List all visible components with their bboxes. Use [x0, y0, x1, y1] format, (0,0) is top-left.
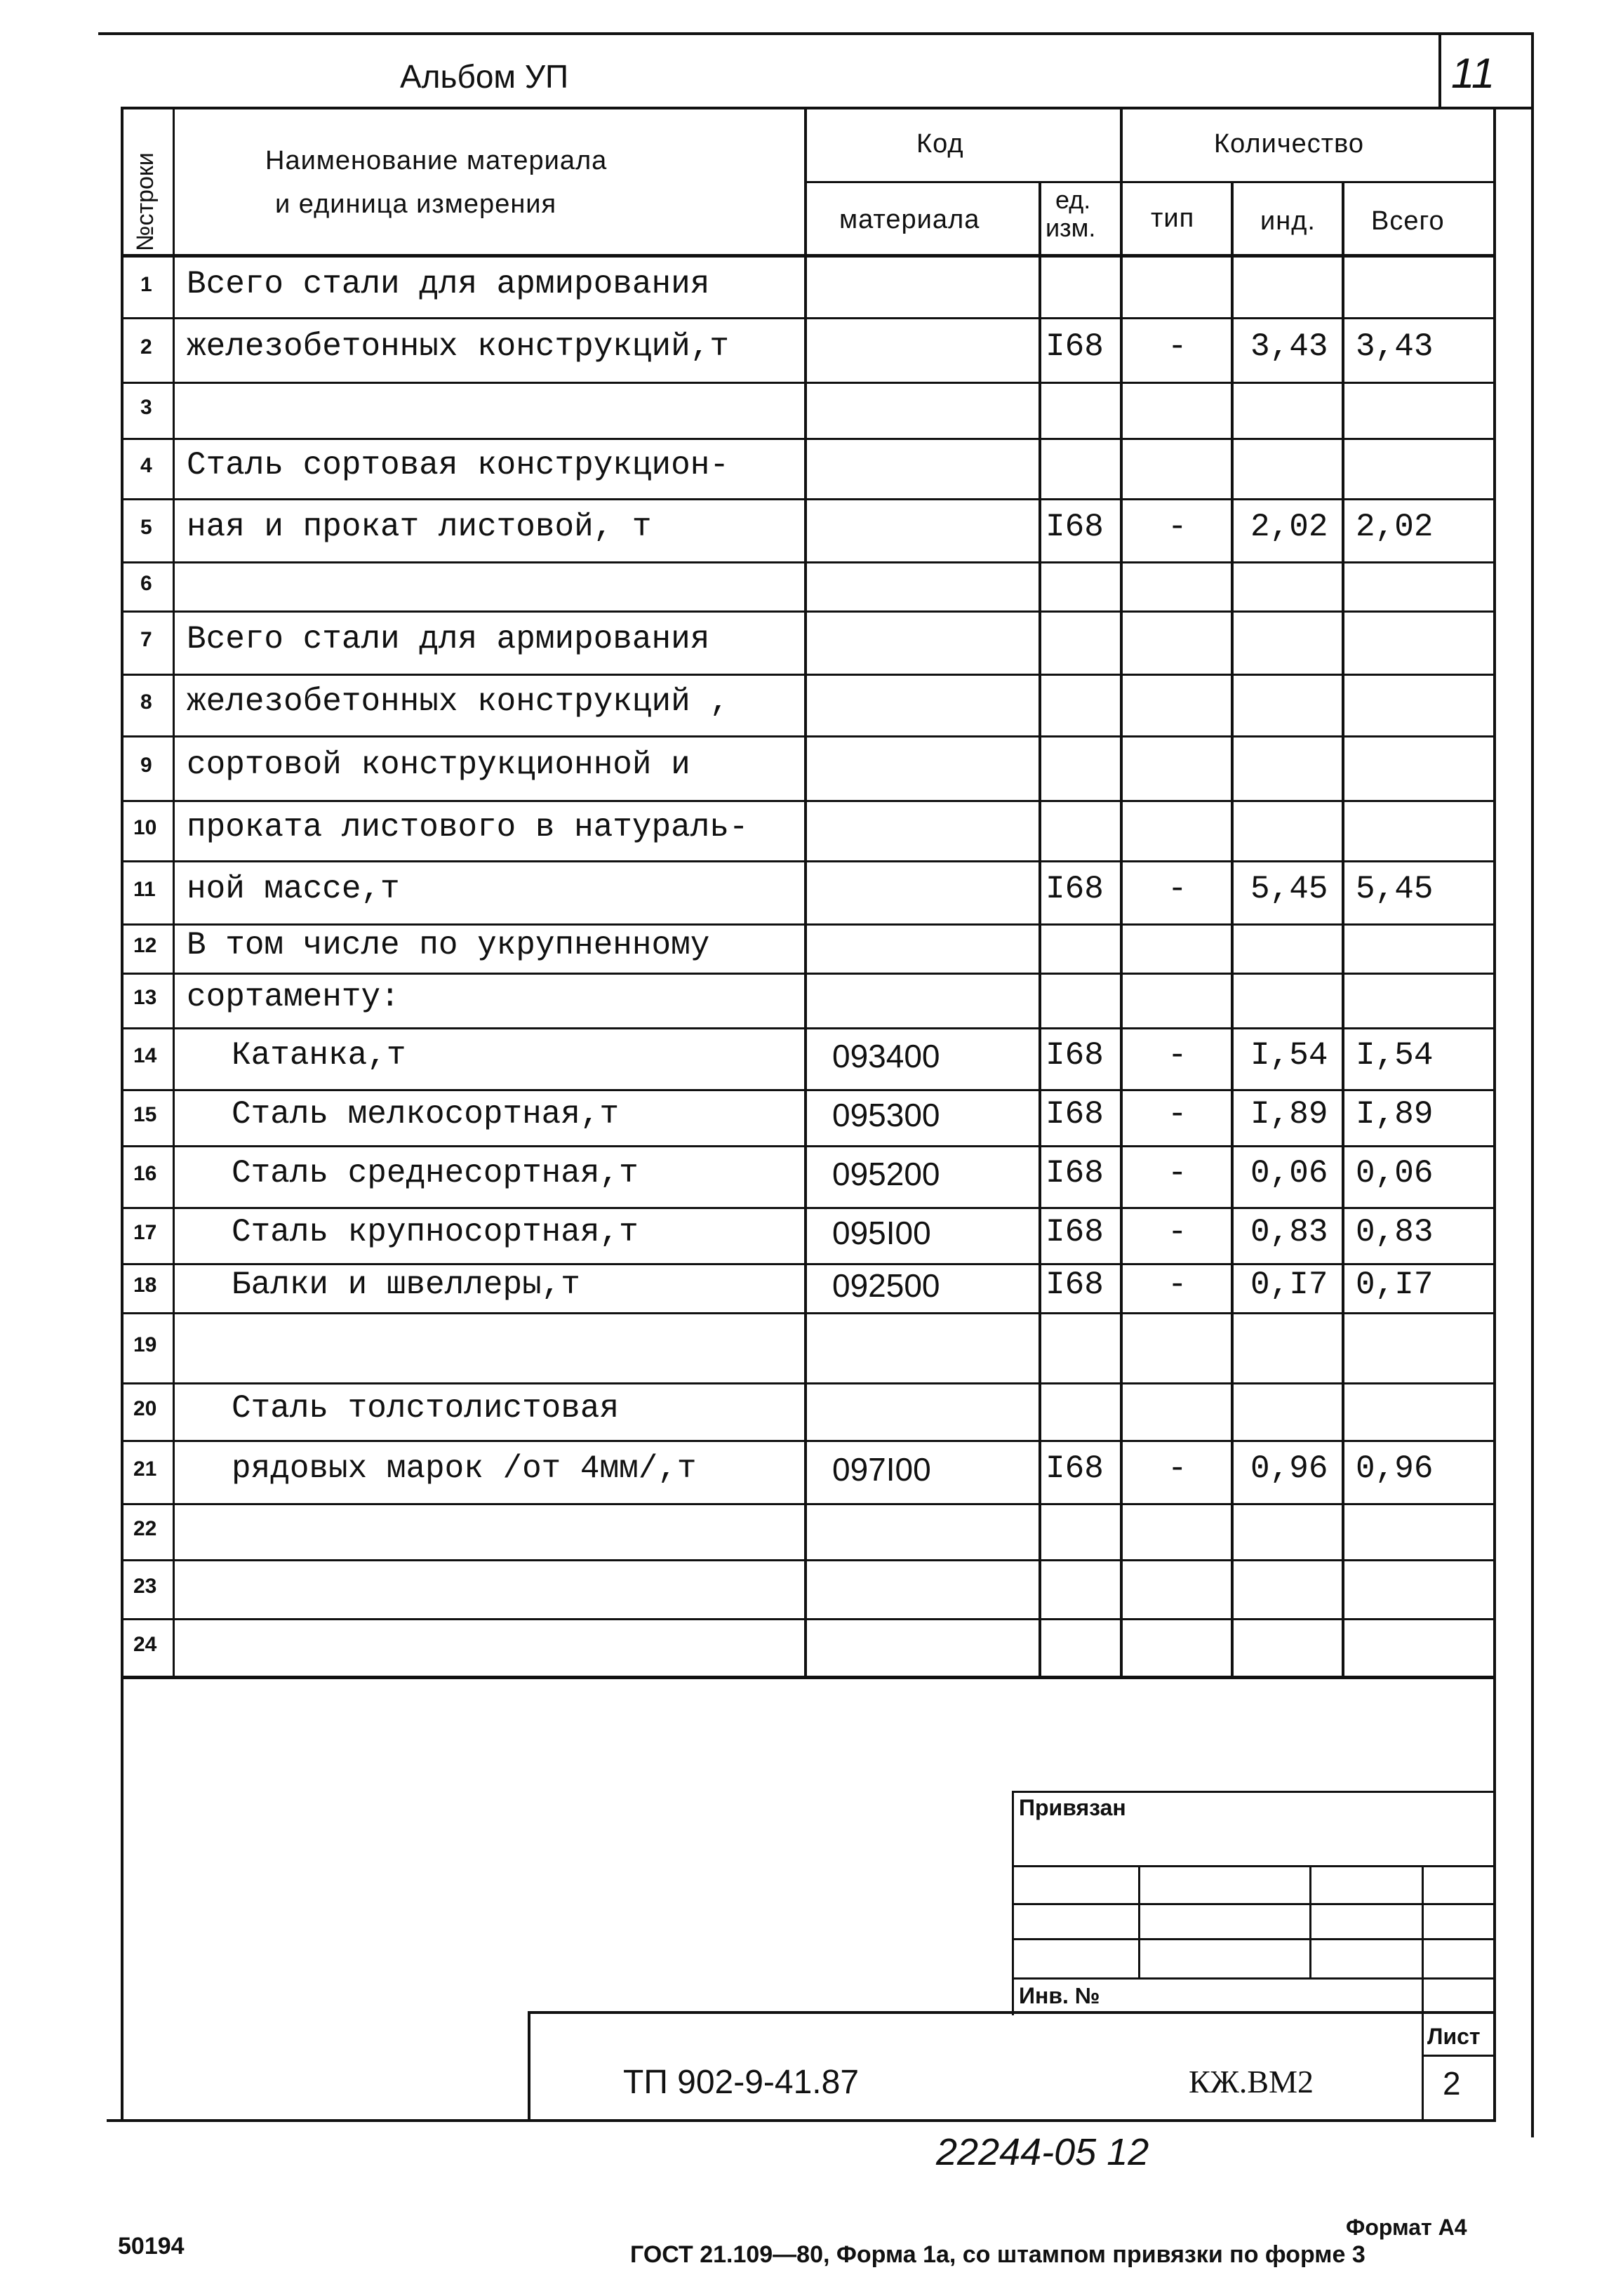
- cell-name: Сталь сортовая конструкцион-: [187, 447, 729, 483]
- stamp-box-top: [1012, 1791, 1496, 1793]
- cell-ind: 0,83: [1250, 1214, 1328, 1250]
- frame-right: [1531, 32, 1534, 2137]
- row-number: 23: [133, 1575, 157, 1598]
- row-separator: [121, 382, 1496, 384]
- header-type: тип: [1151, 203, 1195, 233]
- header-code: Код: [916, 129, 964, 159]
- frame-left: [121, 107, 123, 2121]
- row-number: 7: [140, 628, 152, 651]
- cell-unit: I68: [1046, 1450, 1104, 1487]
- header-row-number: №строки: [132, 152, 159, 251]
- row-number: 15: [133, 1103, 157, 1126]
- header-name-line2: и единица измерения: [275, 189, 557, 219]
- title-block-left: [528, 2011, 530, 2122]
- row-separator: [121, 1382, 1496, 1384]
- row-separator: [121, 438, 1496, 440]
- cell-ind: 2,02: [1250, 509, 1328, 545]
- cell-name: сортовой конструкционной и: [187, 747, 690, 783]
- row-separator: [121, 1312, 1496, 1314]
- row-number: 8: [140, 690, 152, 714]
- row-number: 2: [140, 335, 152, 359]
- footer-format: Формат А4: [1346, 2215, 1467, 2240]
- row-separator: [121, 923, 1496, 926]
- cell-unit: I68: [1046, 509, 1104, 545]
- cell-unit: I68: [1046, 871, 1104, 907]
- row-separator: [121, 317, 1496, 319]
- cell-type: -: [1168, 1037, 1187, 1074]
- row-number: 4: [140, 454, 152, 477]
- stamp-project: ТП 902-9-41.87: [623, 2064, 860, 2101]
- col-line-type: [1231, 181, 1234, 1676]
- row-separator: [121, 498, 1496, 500]
- header-quantity: Количество: [1214, 129, 1365, 159]
- row-separator: [121, 1676, 1496, 1679]
- cell-name: В том числе по укрупненному: [187, 927, 710, 963]
- header-unit-line1: ед.: [1055, 185, 1091, 214]
- cell-total: 3,43: [1356, 328, 1434, 365]
- row-separator: [121, 860, 1496, 862]
- footer-gost: ГОСТ 21.109—80, Форма 1а, со штампом привязки по форме 3: [630, 2241, 1365, 2268]
- cell-ind: 0,06: [1250, 1155, 1328, 1192]
- row-number: 14: [133, 1044, 157, 1067]
- cell-code: 093400: [832, 1038, 940, 1074]
- stamp-sheet-label: Лист: [1427, 2024, 1481, 2049]
- cell-total: 0,96: [1356, 1450, 1434, 1487]
- cell-unit: I68: [1046, 1214, 1104, 1250]
- cell-type: -: [1168, 328, 1187, 365]
- row-separator: [121, 1027, 1496, 1029]
- cell-type: -: [1168, 1267, 1187, 1303]
- cell-code: 097I00: [832, 1451, 931, 1488]
- stamp-v1: [1138, 1865, 1140, 1977]
- col-line-ind: [1342, 181, 1344, 1676]
- title-block-top: [528, 2011, 1496, 2014]
- cell-type: -: [1168, 1155, 1187, 1192]
- row-number: 17: [133, 1221, 157, 1244]
- cell-name: Балки и швеллеры,т: [232, 1267, 580, 1303]
- row-separator: [121, 735, 1496, 737]
- row-number: 24: [133, 1633, 157, 1656]
- stamp-v3: [1422, 1865, 1424, 2122]
- cell-name: Всего стали для армирования: [187, 266, 710, 302]
- cell-type: -: [1168, 1214, 1187, 1250]
- row-separator: [121, 800, 1496, 802]
- row-number: 20: [133, 1397, 157, 1420]
- cell-code: 095I00: [832, 1215, 931, 1251]
- cell-total: I,54: [1356, 1037, 1434, 1074]
- row-number: 11: [133, 878, 156, 901]
- cell-type: -: [1168, 871, 1187, 907]
- handwritten-number: 22244-05 12: [936, 2131, 1149, 2173]
- cell-ind: I,89: [1250, 1096, 1328, 1133]
- stamp-sheet-value: 2: [1443, 2065, 1461, 2102]
- row-number: 10: [133, 816, 157, 839]
- cell-unit: I68: [1046, 1037, 1104, 1074]
- cell-total: 2,02: [1356, 509, 1434, 545]
- frame-top: [98, 32, 1534, 35]
- cell-name: сортаменту:: [187, 979, 400, 1015]
- cell-total: 0,06: [1356, 1155, 1434, 1192]
- stamp-bound-label: Привязан: [1019, 1795, 1126, 1820]
- cell-name: Катанка,т: [232, 1037, 406, 1074]
- stamp-v2: [1309, 1865, 1311, 1977]
- sheet-label-divider: [1422, 2055, 1496, 2057]
- header-name-line1: Наименование материала: [265, 146, 608, 175]
- cell-unit: I68: [1046, 1096, 1104, 1133]
- cell-ind: 0,96: [1250, 1450, 1328, 1487]
- cell-name: Сталь среднесортная,т: [232, 1155, 639, 1192]
- footer-left-code: 50194: [118, 2233, 185, 2260]
- cell-unit: I68: [1046, 328, 1104, 365]
- row-number: 16: [133, 1162, 157, 1185]
- cell-total: I,89: [1356, 1096, 1434, 1133]
- header-ind: инд.: [1260, 206, 1316, 236]
- cell-code: 095300: [832, 1097, 940, 1133]
- cell-name: Всего стали для армирования: [187, 621, 710, 658]
- cell-name: проката листового в натураль-: [187, 809, 749, 846]
- sheet-corner-number: 11: [1451, 50, 1495, 97]
- row-number: 1: [140, 273, 152, 296]
- cell-type: -: [1168, 509, 1187, 545]
- row-separator: [121, 1559, 1496, 1561]
- corner-box-left: [1438, 32, 1441, 108]
- cell-total: 5,45: [1356, 871, 1434, 907]
- row-separator: [121, 610, 1496, 613]
- row-number: 6: [140, 572, 152, 595]
- row-number: 18: [133, 1274, 157, 1297]
- row-number: 12: [133, 934, 157, 957]
- cell-type: -: [1168, 1096, 1187, 1133]
- cell-type: -: [1168, 1450, 1187, 1487]
- cell-unit: I68: [1046, 1155, 1104, 1192]
- row-separator: [121, 1263, 1496, 1265]
- row-separator: [121, 1618, 1496, 1620]
- cell-name: Сталь толстолистовая: [232, 1390, 620, 1427]
- header-unit-line2: изм.: [1046, 213, 1096, 242]
- header-material: материала: [839, 205, 980, 234]
- cell-ind: I,54: [1250, 1037, 1328, 1074]
- cell-total: 0,I7: [1356, 1267, 1434, 1303]
- row-number: 3: [140, 396, 152, 419]
- cell-name: рядовых марок /от 4мм/,т: [232, 1450, 697, 1487]
- row-number: 22: [133, 1517, 157, 1540]
- cell-total: 0,83: [1356, 1214, 1434, 1250]
- album-title-bottom: [121, 107, 1534, 109]
- frame-bottom: [107, 2119, 1496, 2122]
- row-separator: [121, 561, 1496, 563]
- row-number: 9: [140, 754, 152, 777]
- row-number: 21: [133, 1457, 157, 1481]
- cell-ind: 3,43: [1250, 328, 1328, 365]
- row-separator: [121, 1503, 1496, 1505]
- row-separator: [121, 1145, 1496, 1147]
- stamp-doc-code: КЖ.ВМ2: [1189, 2064, 1314, 2100]
- stamp-inv-label: Инв. №: [1019, 1983, 1100, 2008]
- row-separator: [121, 674, 1496, 676]
- album-title: Альбом УП: [400, 58, 569, 95]
- cell-name: ная и прокат листовой, т: [187, 509, 652, 545]
- row-separator: [121, 1207, 1496, 1209]
- header-bottom: [121, 254, 1496, 258]
- header-divider: [806, 181, 1496, 183]
- row-number: 13: [133, 986, 157, 1009]
- col-line-material: [1039, 181, 1041, 1676]
- row-separator: [121, 1440, 1496, 1442]
- cell-unit: I68: [1046, 1267, 1104, 1303]
- cell-ind: 0,I7: [1250, 1267, 1328, 1303]
- cell-ind: 5,45: [1250, 871, 1328, 907]
- row-number: 5: [140, 516, 152, 539]
- cell-code: 095200: [832, 1156, 940, 1192]
- row-separator: [121, 973, 1496, 975]
- cell-name: железобетонных конструкций,т: [187, 328, 729, 365]
- row-separator: [121, 1089, 1496, 1091]
- cell-name: ной массе,т: [187, 871, 400, 907]
- row-number: 19: [133, 1333, 157, 1356]
- header-total: Всего: [1371, 206, 1445, 236]
- cell-name: Сталь крупносортная,т: [232, 1214, 639, 1250]
- cell-name: Сталь мелкосортная,т: [232, 1096, 620, 1133]
- cell-name: железобетонных конструкций ,: [187, 683, 729, 720]
- cell-code: 092500: [832, 1267, 940, 1304]
